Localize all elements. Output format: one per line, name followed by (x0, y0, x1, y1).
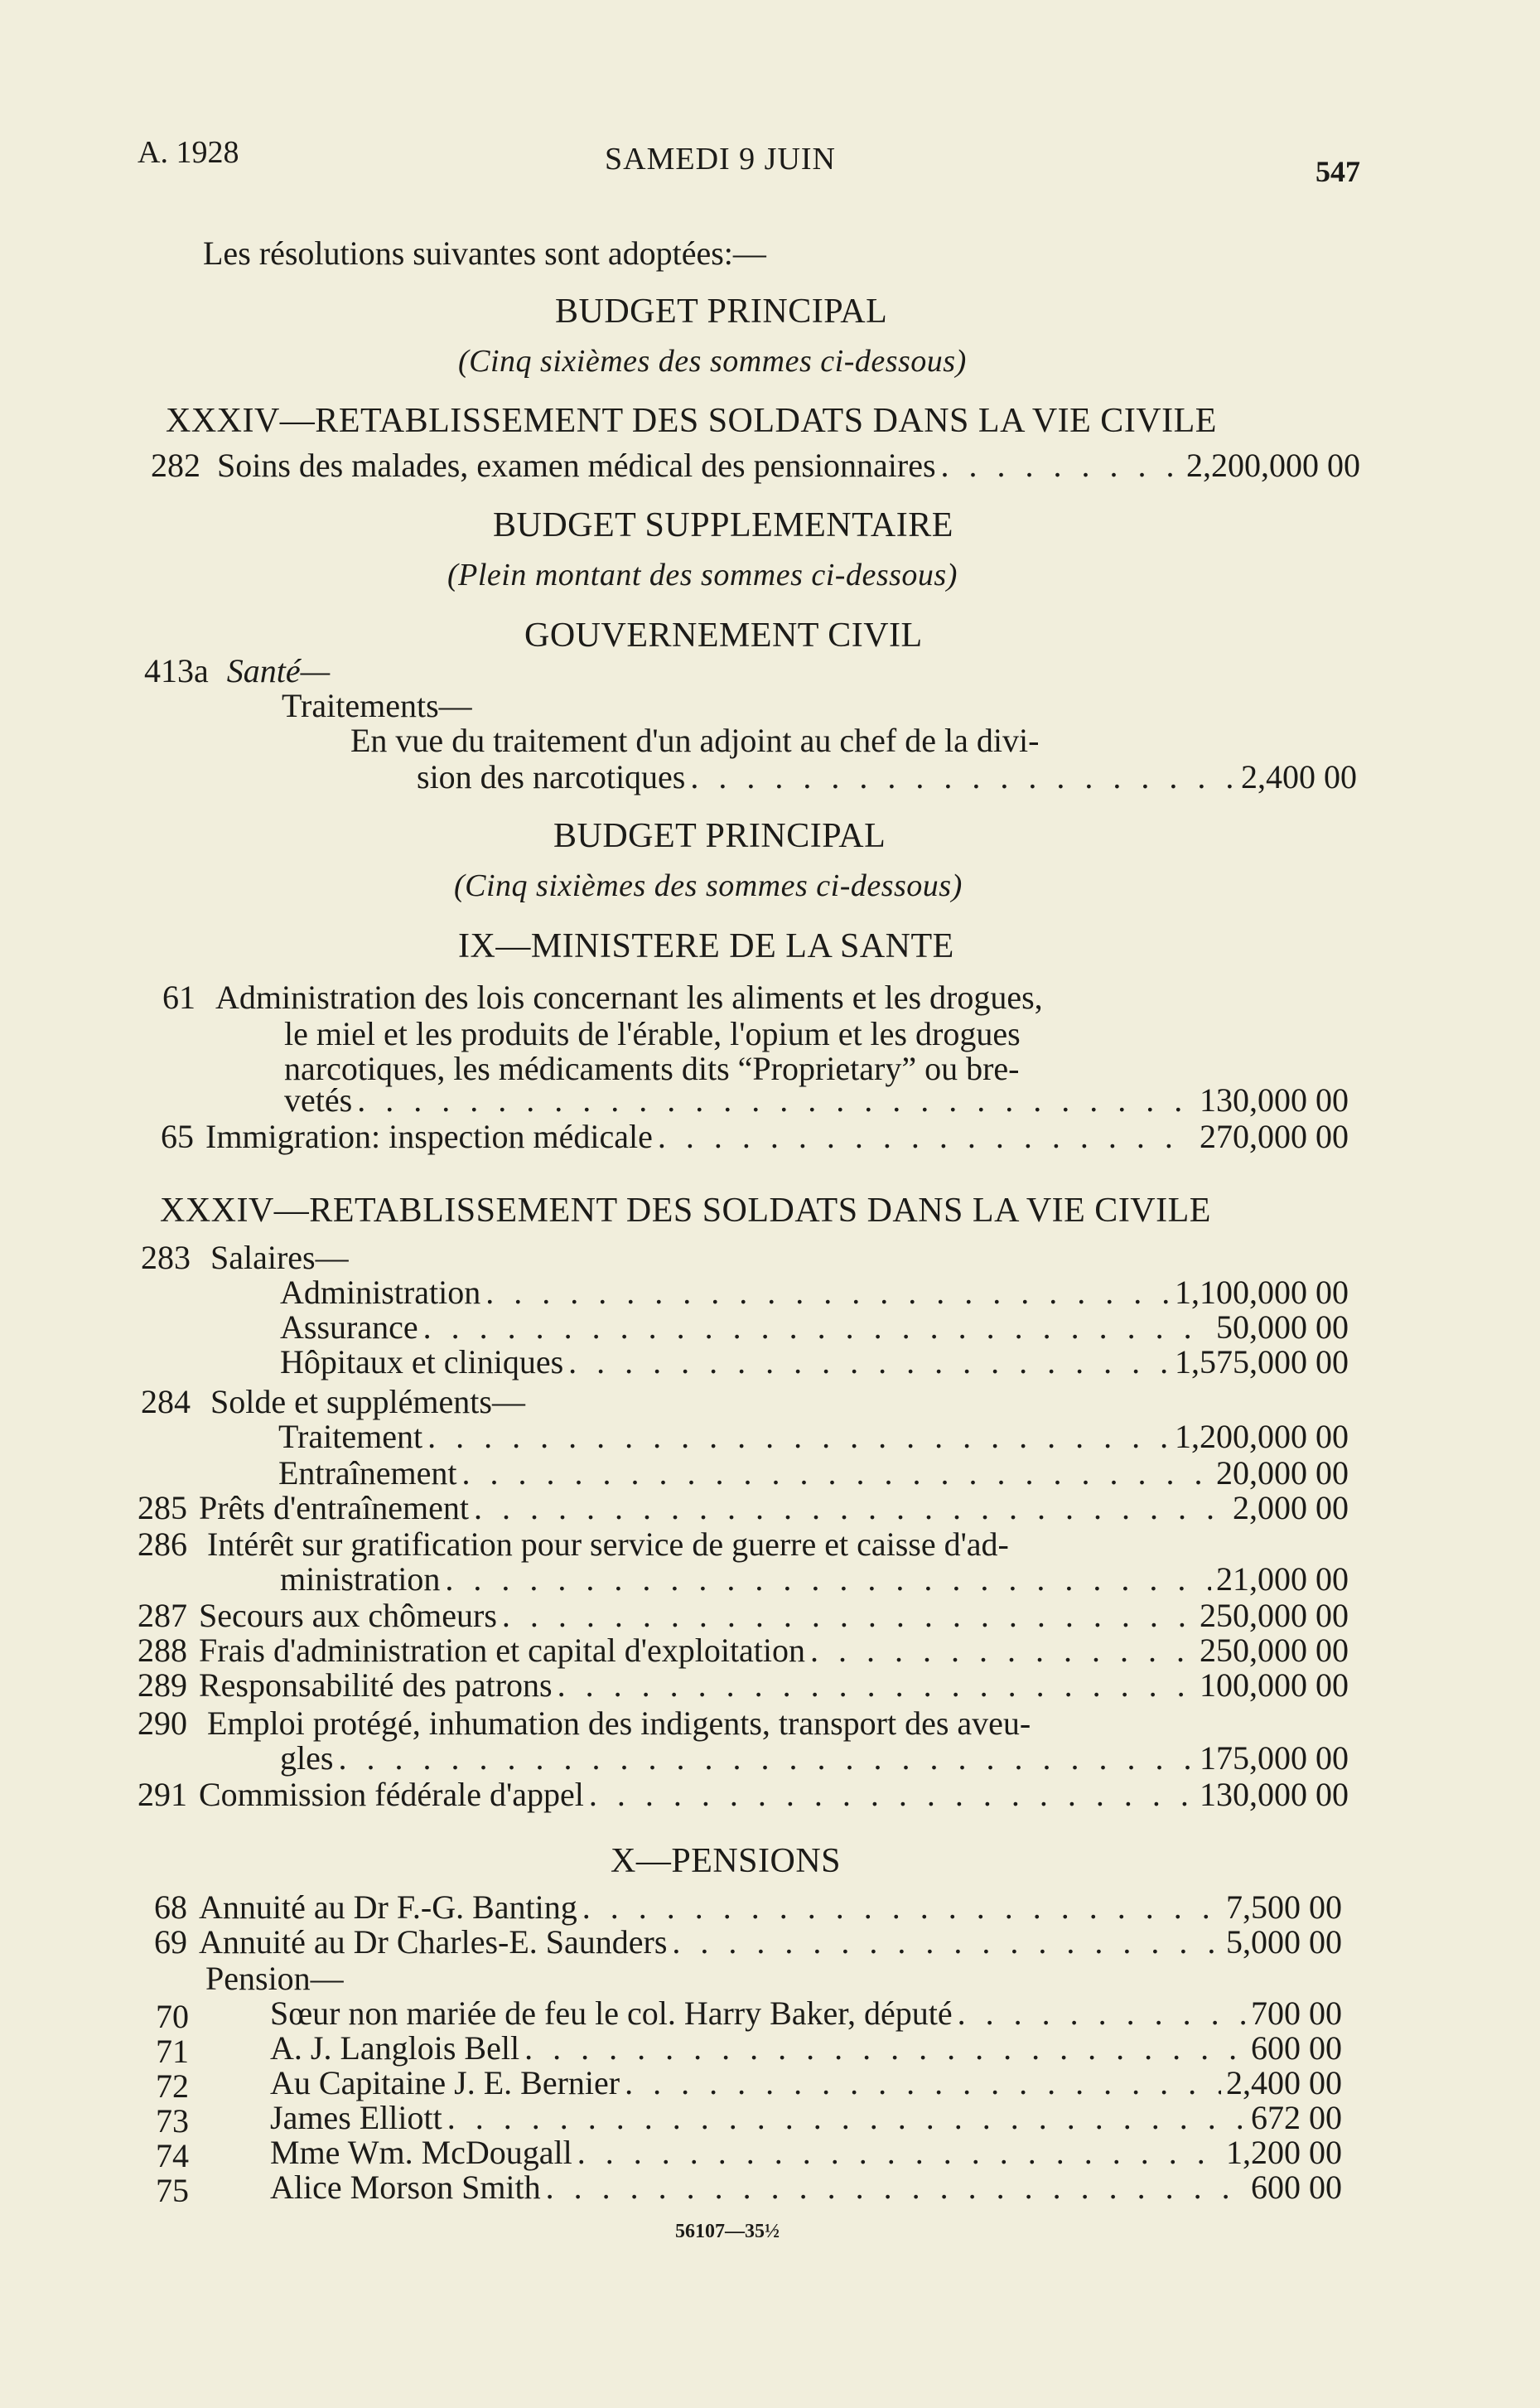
line-text: sion des narcotiques (417, 758, 686, 795)
leader-dots (810, 1634, 1195, 1667)
budget-line (161, 1120, 1349, 1153)
budget-line (154, 1923, 1342, 1961)
line-number: 286 (138, 1526, 187, 1563)
line-label: Santé— (226, 652, 331, 689)
line-amount: 2,000 00 (1233, 1489, 1349, 1526)
budget-line (141, 1238, 349, 1277)
line-number: 75 (156, 2172, 189, 2209)
pension-line (270, 2136, 1342, 2169)
budget-line (138, 1599, 1349, 1632)
line-label: Commission fédérale d'appel (199, 1776, 584, 1813)
line-amount: 5,000 00 (1226, 1923, 1342, 1961)
line-label: Hôpitaux et cliniques (280, 1343, 564, 1380)
leader-dots (558, 1669, 1195, 1702)
budget-line (138, 1704, 1031, 1743)
line-text: narcotiques, les médicaments dits “Proprietary” ou bre- (284, 1050, 1020, 1087)
line-text: ministration (280, 1560, 441, 1598)
line-text: Emploi protégé, inhumation des indigents, transport des aveu- (207, 1704, 1031, 1742)
pension-line (270, 2101, 1342, 2135)
line-number: 413a (144, 652, 209, 689)
budget-subline (278, 1420, 1349, 1453)
line-label: Sœur non mariée de feu le col. Harry Baker, député (270, 1995, 953, 2032)
line-text: Administration des lois concernant les aliments et les drogues, (215, 979, 1043, 1016)
line-label: Salaires— (210, 1239, 349, 1276)
line-number: 71 (156, 2033, 189, 2070)
line-number: 74 (156, 2137, 189, 2174)
line-label: Mme Wm. McDougall (270, 2134, 572, 2171)
line-label: Immigration: inspection médicale (205, 1118, 653, 1155)
header-session: A. 1928 (138, 135, 239, 170)
line-number: 70 (156, 1998, 189, 2035)
line-number: 288 (138, 1632, 187, 1669)
budget-line (144, 651, 330, 690)
line-number: 291 (138, 1776, 187, 1813)
line-label: Secours aux chômeurs (199, 1597, 497, 1634)
line-label: James Elliott (270, 2099, 442, 2136)
line-number: 72 (156, 2067, 189, 2105)
leader-dots (502, 1599, 1195, 1632)
line-text: En vue du traitement d'un adjoint au chef de la divi- (350, 722, 1040, 759)
line-amount: 250,000 00 (1200, 1632, 1349, 1669)
line-amount: 50,000 00 (1216, 1308, 1349, 1346)
leader-dots (474, 1492, 1228, 1525)
line-amount: 100,000 00 (1200, 1666, 1349, 1704)
line-amount: 175,000 00 (1200, 1739, 1349, 1777)
line-label: Prêts d'entraînement (199, 1489, 469, 1526)
heading-pensions: X—PENSIONS (611, 1842, 842, 1880)
line-number: 290 (138, 1704, 187, 1742)
header-date: SAMEDI 9 JUIN (605, 142, 836, 176)
line-number: 61 (162, 979, 196, 1016)
line-text: Intérêt sur gratification pour service de guerre et caisse d'ad- (207, 1526, 1009, 1563)
line-number: 283 (141, 1239, 191, 1276)
leader-dots (447, 2101, 1246, 2135)
leader-dots (524, 2032, 1246, 2065)
budget-subline (280, 1276, 1349, 1309)
budget-line (162, 978, 1043, 1017)
heading-ministere-sante: IX—MINISTERE DE LA SANTE (458, 927, 954, 965)
line-label: Alice Morson Smith (270, 2169, 541, 2206)
budget-line-continued (280, 1560, 1349, 1598)
line-number: 73 (156, 2102, 189, 2140)
leader-dots (357, 1084, 1195, 1117)
heading-budget-principal: BUDGET PRINCIPAL (555, 293, 888, 331)
line-label: Traitement (278, 1418, 423, 1455)
line-text: le miel et les produits de l'érable, l'opium et les drogues (284, 1015, 1021, 1052)
line-amount: 130,000 00 (1200, 1081, 1349, 1119)
line-label: Entraînement (278, 1454, 457, 1492)
line-amount: 2,400 00 (1226, 2064, 1342, 2101)
leader-dots (568, 1346, 1170, 1379)
line-amount: 1,200 00 (1226, 2134, 1342, 2171)
intro-text: Les résolutions suivantes sont adoptées:— (203, 235, 766, 272)
heading-budget-principal: BUDGET PRINCIPAL (553, 817, 886, 855)
leader-dots (577, 2136, 1221, 2169)
line-amount: 700 00 (1251, 1995, 1342, 2032)
line-label: Annuité au Dr F.-G. Banting (199, 1888, 577, 1926)
budget-line-continued (284, 1081, 1349, 1119)
line-amount: 2,200,000 00 (1186, 447, 1360, 484)
budget-line (138, 1525, 1009, 1564)
leader-dots (625, 2067, 1221, 2100)
line-label: Responsabilité des patrons (199, 1666, 553, 1704)
line-number: 65 (161, 1118, 194, 1155)
line-text: gles (280, 1739, 334, 1777)
line-amount: 1,575,000 00 (1175, 1343, 1349, 1380)
pension-line (270, 2029, 1342, 2067)
printer-code: 56107—35½ (675, 2221, 780, 2242)
line-label: Frais d'administration et capital d'exploitation (199, 1632, 806, 1669)
line-amount: 600 00 (1251, 2029, 1342, 2067)
leader-dots (338, 1742, 1195, 1775)
heading-budget-supplementaire: BUDGET SUPPLEMENTAIRE (493, 506, 953, 544)
line-amount: 2,400 00 (1241, 758, 1357, 795)
heading-gouvernement-civil: GOUVERNEMENT CIVIL (524, 617, 923, 655)
line-amount: 250,000 00 (1200, 1597, 1349, 1634)
heading-subtitle: (Cinq sixièmes des sommes ci-dessous) (454, 868, 963, 903)
budget-line (138, 1489, 1349, 1526)
line-label: Soins des malades, examen médical des pensionnaires (217, 447, 936, 484)
budget-line (138, 1634, 1349, 1667)
line-number: 284 (141, 1383, 191, 1420)
pension-line (270, 1997, 1342, 2030)
line-amount: 21,000 00 (1216, 1560, 1349, 1598)
line-text: vetés (284, 1081, 353, 1119)
leader-dots (423, 1311, 1211, 1344)
line-number: 285 (138, 1489, 187, 1526)
leader-dots (445, 1563, 1211, 1596)
leader-dots (941, 449, 1181, 482)
budget-line (154, 1888, 1342, 1926)
line-amount: 600 00 (1251, 2169, 1342, 2206)
line-label: Au Capitaine J. E. Bernier (270, 2064, 620, 2101)
budget-subline (278, 1454, 1349, 1492)
line-label: Annuité au Dr Charles-E. Saunders (199, 1923, 668, 1961)
leader-dots (690, 761, 1236, 794)
budget-line-continued (417, 758, 1357, 795)
budget-line-continued (280, 1739, 1349, 1777)
line-amount: 1,200,000 00 (1175, 1418, 1349, 1455)
leader-dots (461, 1457, 1211, 1490)
sub-label: Traitements— (282, 687, 472, 724)
leader-dots (546, 2171, 1246, 2204)
leader-dots (658, 1120, 1195, 1153)
line-label: Solde et suppléments— (210, 1383, 525, 1420)
line-label: Assurance (280, 1308, 418, 1346)
heading-subtitle: (Plein montant des sommes ci-dessous) (447, 558, 958, 592)
leader-dots (582, 1891, 1221, 1924)
line-label: A. J. Langlois Bell (270, 2029, 520, 2067)
pension-line (270, 2171, 1342, 2204)
line-number: 69 (154, 1923, 187, 1961)
line-number: 68 (154, 1888, 187, 1926)
budget-line (141, 1382, 525, 1421)
line-amount: 20,000 00 (1216, 1454, 1349, 1492)
leader-dots (427, 1420, 1170, 1453)
line-amount: 1,100,000 00 (1175, 1274, 1349, 1311)
leader-dots (589, 1778, 1195, 1811)
budget-subline (280, 1343, 1349, 1380)
pension-line (270, 2064, 1342, 2101)
line-amount: 672 00 (1251, 2099, 1342, 2136)
leader-dots (672, 1926, 1221, 1959)
line-number: 287 (138, 1597, 187, 1634)
line-amount: 7,500 00 (1226, 1888, 1342, 1926)
budget-line (151, 449, 1360, 482)
page-number: 547 (1316, 155, 1360, 188)
line-amount: 270,000 00 (1200, 1118, 1349, 1155)
budget-subline (280, 1308, 1349, 1346)
sub-label: Pension— (205, 1960, 344, 1997)
heading-section: XXXIV—RETABLISSEMENT DES SOLDATS DANS LA VIE CIVILE (166, 402, 1217, 440)
heading-subtitle: (Cinq sixièmes des sommes ci-dessous) (458, 344, 967, 379)
leader-dots (958, 1997, 1246, 2030)
line-number: 289 (138, 1666, 187, 1704)
leader-dots (485, 1276, 1170, 1309)
budget-line (138, 1778, 1349, 1811)
line-number: 282 (151, 447, 200, 484)
line-label: Administration (280, 1274, 481, 1311)
budget-line (138, 1666, 1349, 1704)
heading-section: XXXIV—RETABLISSEMENT DES SOLDATS DANS LA VIE CIVILE (160, 1192, 1211, 1230)
line-amount: 130,000 00 (1200, 1776, 1349, 1813)
